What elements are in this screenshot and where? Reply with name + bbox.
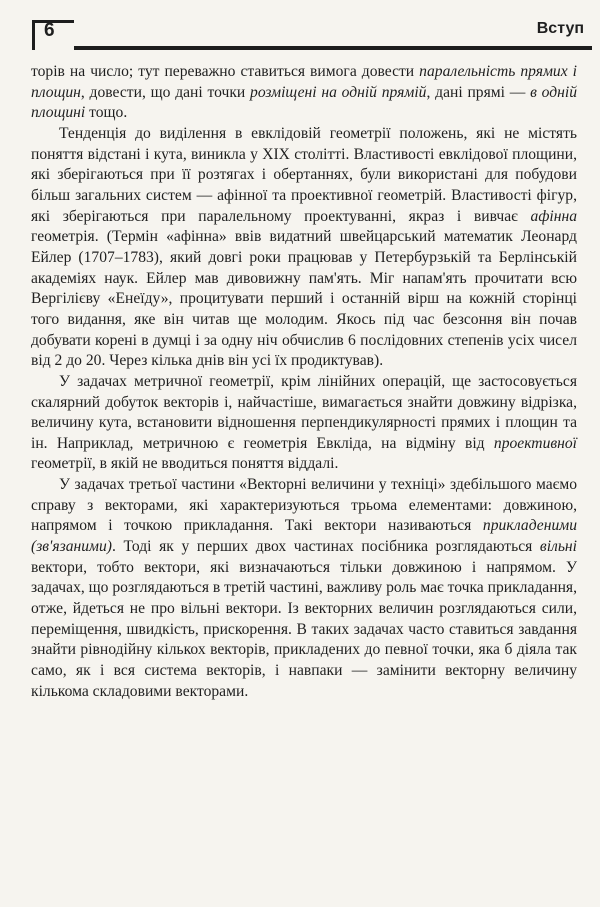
paragraph <box>31 475 577 702</box>
text-run: , довести, що дані точки <box>80 83 251 101</box>
italic-phrase: в одній площині <box>31 83 577 122</box>
italic-phrase: афінна <box>530 207 577 225</box>
italic-phrase: вільні <box>539 538 577 556</box>
paragraph <box>31 124 577 372</box>
header-rule <box>74 46 592 50</box>
section-title: Вступ <box>536 20 584 37</box>
text-run: геометрія. (Термін «афінна» ввів видатний швейцарський математик Леонард Ейлер (1707–1783), який довгі роки працював у Петербурзькій та Берлінській академіях наук. Ейлер мав дивовижну пам'ять. Міг напам'ять прочитати всю Вергілієву «Енеїду», процитувати перший і останній вірш на кожній сторінці того видання, яке він читав ще молодим. Якось під час безсоння він почав добувати корені в думці і за одну ніч обчислив 6 послідовних степенів усіх чисел від 2 до 20. Через кілька днів він усі їх продиктував). <box>31 228 577 370</box>
text-run: , дані прямі — <box>426 83 531 101</box>
text-run: тощо. <box>85 104 128 122</box>
text-run: геометрії, в якій не вводиться поняття віддалі. <box>31 455 339 473</box>
text-run: У задачах метричної геометрії, крім лінійних операцій, ще застосовується скалярний добуток векторів і, найчастіше, вимагається знайти довжину відрізка, величину кута, встановити відношення перпендикулярності прямих і площин та ін. Наприклад, метричною є геометрія Евкліда, на відміну від <box>31 372 577 452</box>
text-run: Тенденція до виділення в евклідовій геометрії положень, які не містять поняття відстані і кута, виникла у XIX столітті. Властивості евклідової площини, які зберігаються при її розтягах і обертаннях, були використані для побудови більш загальних систем — афінної та проективної геометрій. Властивості фігур, які зберігаються при паралельному проектуванні, якраз і вивчає <box>31 124 577 225</box>
paragraph <box>31 372 577 475</box>
text-run: . Тоді як у перших двох частинах посібника розглядаються <box>111 538 540 556</box>
page-header <box>32 16 592 50</box>
page-number: 6 <box>44 20 55 41</box>
text-run: торів на число; тут переважно ставиться вимога довести <box>31 63 420 80</box>
italic-phrase: прикладеними (зв'язаними) <box>31 517 577 556</box>
paragraph <box>31 62 577 124</box>
italic-phrase: проективної <box>493 434 577 452</box>
body-text <box>31 62 577 702</box>
text-run: вектори, тобто вектори, які визначаються тільки довжиною і напрямом. У задачах, що розглядаються в третій частині, важливу роль має точка прикладання, отже, йдеться не про вільні вектори. Із векторних величин розглядаються сили, переміщення, швидкість, прискорення. В таких задачах часто ставиться завдання знайти рівнодійну кількох векторів, прикладених до певної точки, яка б діяла так само, як і вся система векторів, і навпаки — замінити векторну величину кількома складовими векторами. <box>31 558 577 700</box>
italic-phrase: паралельність прямих і площин <box>31 63 577 101</box>
text-run: У задачах третьої частини «Векторні величини у техніці» здебільшого маємо справу з векторами, які характеризуються трьома елементами: довжиною, напрямом і точкою прикладання. Такі вектори називаються <box>31 476 577 535</box>
italic-phrase: розміщені на одній прямій <box>250 83 427 101</box>
